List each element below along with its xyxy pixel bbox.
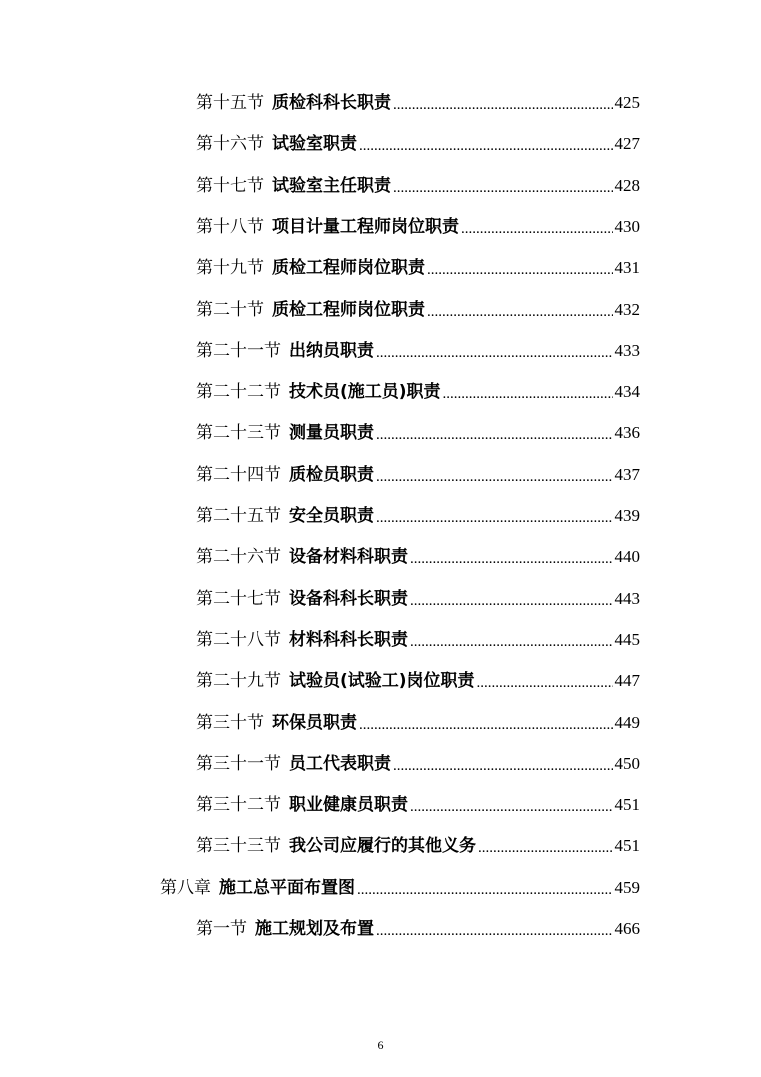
toc-entry-title: 质检员职责 <box>289 464 374 485</box>
toc-entry-number: 第三十三节 <box>196 836 281 857</box>
toc-leader-dots <box>410 544 613 574</box>
toc-entry-page: 432 <box>614 299 640 319</box>
toc-entry-title: 试验室主任职责 <box>272 175 391 196</box>
toc-entry <box>196 831 640 861</box>
toc-entry-title: 设备材料科职责 <box>289 547 408 568</box>
toc-entry-title: 施工规划及布置 <box>255 919 374 939</box>
toc-entry-title: 施工总平面布置图 <box>219 877 355 898</box>
toc-entry <box>196 129 640 159</box>
toc-entry-title: 质检工程师岗位职责 <box>272 258 425 279</box>
toc-entry-page: 439 <box>614 506 640 525</box>
toc-entry <box>196 914 640 944</box>
toc-entry-number: 第十八节 <box>196 216 264 237</box>
toc-entry <box>196 708 640 738</box>
toc-leader-dots <box>357 875 613 905</box>
toc-entry-number: 第二十六节 <box>196 547 281 568</box>
toc-entry <box>196 666 640 696</box>
toc-entry-page: 447 <box>614 671 640 691</box>
toc-entry <box>196 625 640 655</box>
toc-leader-dots <box>443 379 613 409</box>
toc-entry <box>196 418 640 448</box>
toc-leader-dots <box>427 297 613 327</box>
toc-entry-title: 职业健康员职责 <box>289 795 408 816</box>
toc-entry-number: 第八章 <box>160 877 211 898</box>
toc-entry-page: 434 <box>614 382 640 402</box>
toc-entry-number: 第二十一节 <box>196 340 281 361</box>
toc-entry-page: 436 <box>614 423 640 443</box>
toc-leader-dots <box>410 627 613 657</box>
toc-leader-dots <box>393 173 613 203</box>
toc-entry-title: 安全员职责 <box>289 506 374 526</box>
toc-entry <box>196 542 640 572</box>
toc-entry-page: 433 <box>614 340 640 360</box>
toc-entry-title: 材料科科长职责 <box>289 629 408 650</box>
toc-entry-title: 测量员职责 <box>289 423 374 444</box>
toc-entry-page: 437 <box>614 464 640 484</box>
toc-entry-number: 第十七节 <box>196 175 264 196</box>
toc-leader-dots <box>393 751 613 781</box>
toc-entry-page: 451 <box>614 836 640 856</box>
toc-entry-title: 技术员(施工员)职责 <box>289 382 441 403</box>
toc-leader-dots <box>410 586 613 616</box>
toc-entry <box>196 584 640 614</box>
toc-entry-page: 443 <box>614 588 640 608</box>
toc-leader-dots <box>376 916 613 946</box>
toc-chapter-entry <box>160 873 640 903</box>
toc-leader-dots <box>393 90 613 120</box>
toc-entry-title: 出纳员职责 <box>289 340 374 361</box>
toc-leader-dots <box>478 833 613 863</box>
toc-entry-number: 第三十一节 <box>196 753 281 774</box>
toc-entry-page: 466 <box>614 919 640 938</box>
toc-entry-number: 第十六节 <box>196 134 264 155</box>
page-number: 6 <box>377 1038 384 1052</box>
toc-entry <box>196 253 640 283</box>
toc-leader-dots <box>461 214 613 244</box>
toc-entry <box>196 295 640 325</box>
toc-leader-dots <box>376 338 613 368</box>
toc-entry-number: 第一节 <box>196 919 247 939</box>
toc-entry-title: 我公司应履行的其他义务 <box>289 836 476 857</box>
toc-entry-number: 第二十节 <box>196 299 264 320</box>
toc-entry <box>196 336 640 366</box>
toc-entry-number: 第三十节 <box>196 712 264 733</box>
toc-entry-page: 431 <box>614 258 640 278</box>
toc-entry-title: 员工代表职责 <box>289 753 391 774</box>
toc-entry-number: 第二十七节 <box>196 588 281 609</box>
toc-entry-number: 第十九节 <box>196 258 264 279</box>
toc-leader-dots <box>376 462 613 492</box>
toc-entry-page: 440 <box>614 547 640 567</box>
toc-entry-title: 质检工程师岗位职责 <box>272 299 425 320</box>
toc-entry <box>196 88 640 118</box>
toc-leader-dots <box>376 420 613 450</box>
toc-entry <box>196 460 640 490</box>
toc-leader-dots <box>410 792 613 822</box>
toc-entry-number: 第三十二节 <box>196 795 281 816</box>
toc-entry-page: 450 <box>614 753 640 773</box>
toc-entry-title: 试验员(试验工)岗位职责 <box>289 671 475 692</box>
toc-entry-title: 设备科科长职责 <box>289 588 408 609</box>
toc-leader-dots <box>376 503 613 533</box>
toc-entry-page: 445 <box>614 629 640 649</box>
toc-entry-title: 项目计量工程师岗位职责 <box>272 216 459 237</box>
toc-entry <box>196 212 640 242</box>
toc-entry-number: 第二十四节 <box>196 464 281 485</box>
toc-entry-page: 459 <box>614 877 640 897</box>
toc-entry-number: 第二十九节 <box>196 671 281 692</box>
toc-entry-page: 425 <box>614 93 640 112</box>
toc-entry-title: 试验室职责 <box>272 134 357 155</box>
toc-entry-number: 第二十二节 <box>196 382 281 403</box>
toc-entry <box>196 790 640 820</box>
toc-entry-page: 451 <box>614 795 640 815</box>
toc-entry-page: 428 <box>614 175 640 195</box>
toc-entry-page: 427 <box>614 134 640 154</box>
toc-leader-dots <box>359 710 613 740</box>
toc-entry-number: 第二十三节 <box>196 423 281 444</box>
toc-entry-title: 环保员职责 <box>272 712 357 733</box>
toc-entry <box>196 377 640 407</box>
toc-entry <box>196 501 640 531</box>
toc-leader-dots <box>477 668 613 698</box>
toc-entry <box>196 171 640 201</box>
toc-leader-dots <box>359 131 613 161</box>
toc-leader-dots <box>427 255 613 285</box>
toc-entry-number: 第二十五节 <box>196 506 281 526</box>
toc-entry-page: 430 <box>614 216 640 236</box>
toc-entry-page: 449 <box>614 712 640 732</box>
toc-entry-number: 第二十八节 <box>196 629 281 650</box>
toc-entry <box>196 749 640 779</box>
toc-entry-title: 质检科科长职责 <box>272 93 391 113</box>
toc-entry-number: 第十五节 <box>196 93 264 113</box>
